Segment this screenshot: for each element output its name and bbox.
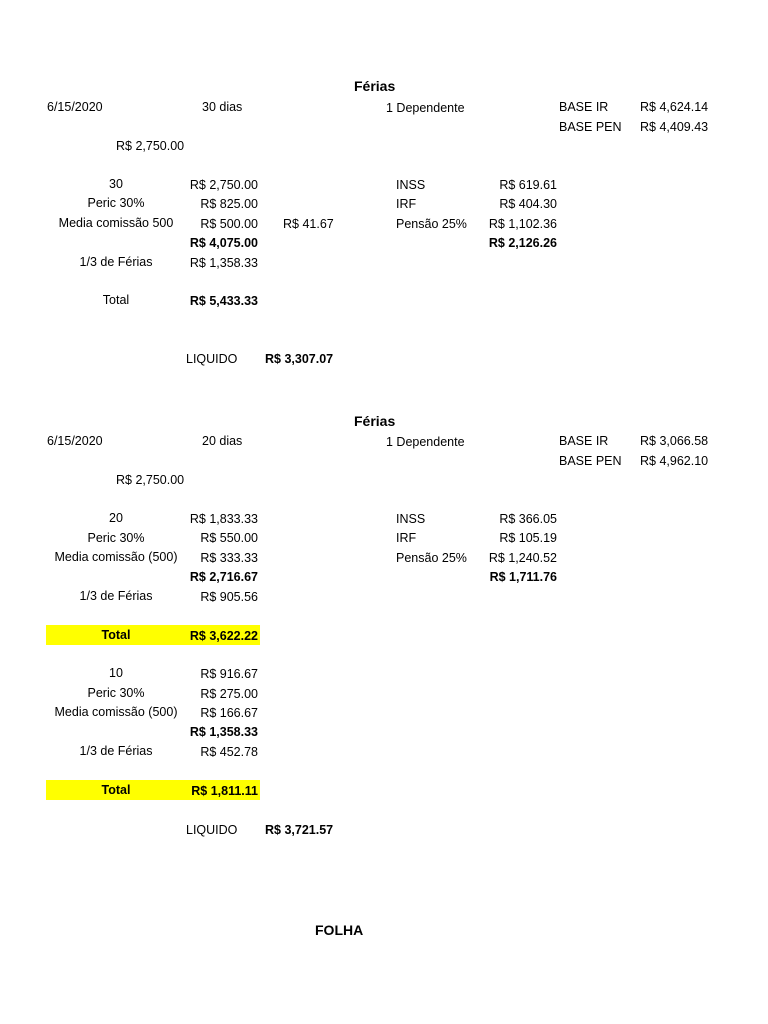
section2-base-ir-label: BASE IR (559, 434, 609, 448)
section1-deduction-label: IRF (396, 197, 417, 211)
section1-deduction-value: R$ 619.61 (499, 178, 557, 192)
section2-deduction-value: R$ 366.05 (499, 512, 557, 526)
section2-third-value: R$ 905.56 (200, 590, 258, 604)
section2-dependents: 1 Dependente (386, 435, 465, 449)
section2-part2-earning-label: Peric 30% (87, 686, 145, 700)
section1-date: 6/15/2020 (47, 100, 103, 114)
section2-deduction-label: Pensão 25% (396, 551, 467, 565)
section1-title: Férias (354, 78, 396, 94)
section1-third-value: R$ 1,358.33 (189, 256, 258, 270)
section2-part2-earning-value: R$ 275.00 (200, 687, 258, 701)
section2-part2-third-label: 1/3 de Férias (79, 744, 153, 758)
section2-earning-label: 20 (109, 511, 123, 525)
section1-liquido-value: R$ 3,307.07 (265, 352, 334, 366)
section1-base-ir-value: R$ 4,624.14 (640, 100, 709, 114)
section2-date: 6/15/2020 (47, 434, 103, 448)
section2-total-label: Total (101, 628, 131, 642)
section2-liquido-value: R$ 3,721.57 (265, 823, 334, 837)
section2-deductions-total: R$ 1,711.76 (489, 570, 557, 584)
section2-earnings-subtotal: R$ 2,716.67 (189, 570, 258, 584)
section2-part2-earning-label: 10 (109, 666, 123, 680)
section1-earning-label: 30 (109, 177, 123, 191)
section2-days: 20 dias (202, 434, 243, 448)
footer-title: FOLHA (315, 922, 364, 938)
section2-base-pen-label: BASE PEN (559, 454, 622, 468)
section1-earning-label: Peric 30% (87, 196, 145, 210)
section2-earning-label: Peric 30% (87, 531, 145, 545)
section1-total-label: Total (102, 293, 130, 307)
section2-part2-total-value: R$ 1,811.11 (191, 784, 258, 798)
section1-earning-value: R$ 2,750.00 (189, 178, 258, 192)
section2-part2-earnings-subtotal: R$ 1,358.33 (189, 725, 258, 739)
section2-part2-earning-label: Media comissão (500) (54, 705, 178, 719)
section1-deductions-total: R$ 2,126.26 (488, 236, 557, 250)
section2-title: Férias (354, 413, 396, 429)
section2-deduction-value: R$ 105.19 (499, 531, 557, 545)
section1-liquido-label: LIQUIDO (186, 352, 238, 366)
section1-earning-value: R$ 500.00 (200, 217, 258, 231)
section1-salary: R$ 2,750.00 (116, 139, 185, 153)
section1-earning-label: Media comissão 500 (58, 216, 174, 230)
section2-earning-value: R$ 1,833.33 (189, 512, 258, 526)
section1-base-pen-value: R$ 4,409.43 (640, 120, 709, 134)
section1-deduction-value: R$ 1,102.36 (488, 217, 557, 231)
section2-base-ir-value: R$ 3,066.58 (640, 434, 709, 448)
section2-base-pen-value: R$ 4,962.10 (640, 454, 709, 468)
section1-days: 30 dias (202, 100, 243, 114)
section2-earning-label: Media comissão (500) (54, 550, 178, 564)
section2-salary: R$ 2,750.00 (116, 473, 185, 487)
section1-base-ir-label: BASE IR (559, 100, 609, 114)
section1-earnings-subtotal: R$ 4,075.00 (189, 236, 258, 250)
section1-deduction-label: INSS (396, 178, 426, 192)
section1-earning-value: R$ 825.00 (200, 197, 258, 211)
section2-earning-value: R$ 333.33 (200, 551, 258, 565)
section1-commission-extra: R$ 41.67 (283, 217, 334, 231)
section2-deduction-label: IRF (396, 531, 417, 545)
section2-earning-value: R$ 550.00 (200, 531, 258, 545)
section1-deduction-label: Pensão 25% (396, 217, 467, 231)
section1-base-pen-label: BASE PEN (559, 120, 622, 134)
section2-deduction-value: R$ 1,240.52 (488, 551, 557, 565)
section1-third-label: 1/3 de Férias (79, 255, 153, 269)
section2-liquido-label: LIQUIDO (186, 823, 238, 837)
section2-third-label: 1/3 de Férias (79, 589, 153, 603)
section1-total-value: R$ 5,433.33 (189, 294, 258, 308)
section2-part2-earning-value: R$ 916.67 (200, 667, 258, 681)
section1-deduction-value: R$ 404.30 (499, 197, 557, 211)
section2-part2-total-label: Total (101, 783, 131, 797)
section2-deduction-label: INSS (396, 512, 426, 526)
section1-dependents: 1 Dependente (386, 101, 465, 115)
section2-part2-earning-value: R$ 166.67 (200, 706, 258, 720)
section2-total-value: R$ 3,622.22 (189, 629, 258, 643)
section2-part2-third-value: R$ 452.78 (200, 745, 258, 759)
